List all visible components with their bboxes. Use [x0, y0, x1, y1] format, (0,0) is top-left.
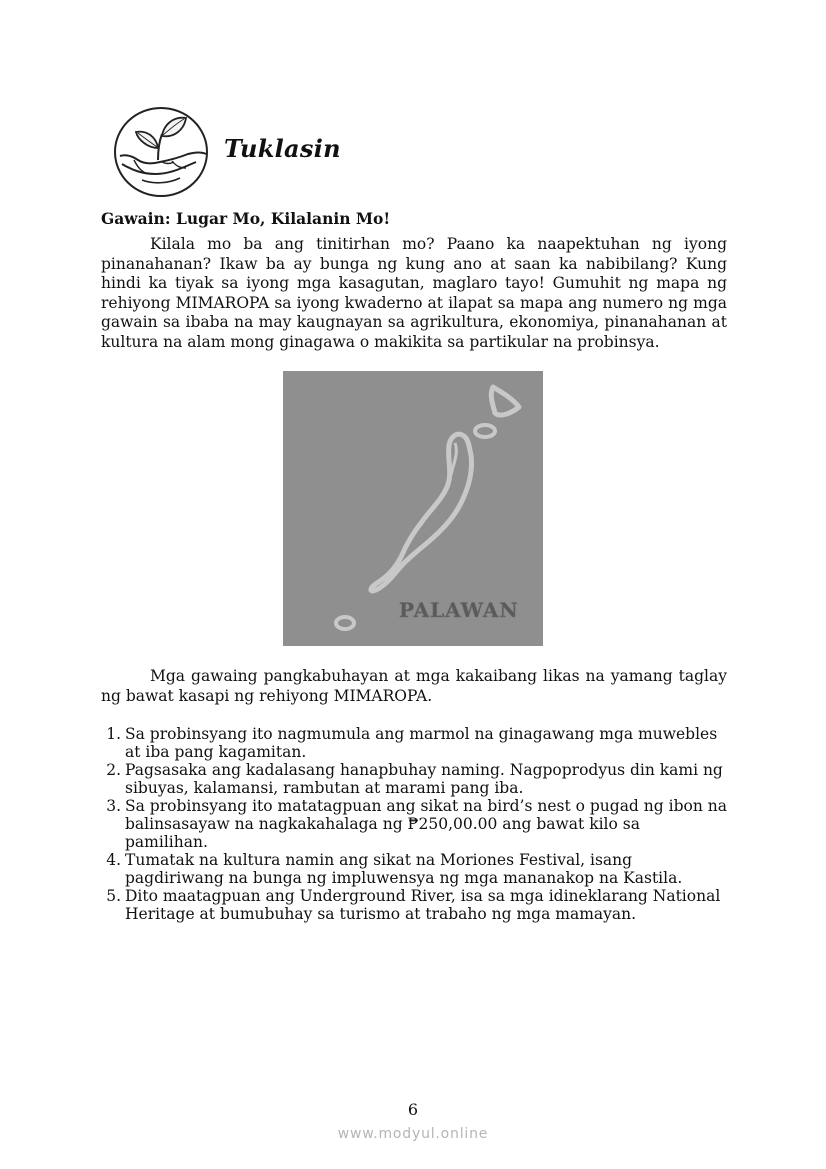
list-item-number: 1. — [106, 725, 121, 743]
list-item-number: 5. — [106, 887, 121, 905]
list-item — [101, 725, 727, 761]
section-title: Tuklasin — [224, 134, 341, 163]
list-item — [101, 887, 727, 923]
tasks-lead-paragraph: Mga gawaing pangkabuhayan at mga kakaibang likas na yamang taglay ng bawat kasapi ng rehiyong MIMAROPA. — [101, 667, 727, 705]
intro-paragraph: Kilala mo ba ang tinitirhan mo? Paano ka naapektuhan ng iyong pinanahanan? Ikaw ba ay bunga ng kung ano at saan ka nabibilang? Kung hindi ka tiyak sa iyong mga kasagutan, maglaro tayo! Gumuhit ng mapa ng rehiyong MIMAROPA sa iyong kwaderno at ilapat sa mapa ang numero ng mga gawain sa ibaba na may kaugnayan sa agrikultura, ekonomiya, pinanahanan at kultura na alam mong ginagawa o makikita sa partikular na probinsya. — [101, 235, 727, 351]
list-item-text: Pagsasaka ang kadalasang hanapbuhay naming. Nagpoprodyus din kami ng sibuyas, kalamansi, rambutan at marami pang iba. — [125, 761, 723, 797]
palawan-map — [283, 371, 543, 646]
list-item-number: 4. — [106, 851, 121, 869]
list-item — [101, 761, 727, 797]
list-item — [101, 797, 727, 851]
watermark: www.modyul.online — [337, 1126, 489, 1142]
list-item-text: Sa probinsyang ito matatagpuan ang sikat na bird’s nest o pugad ng ibon na balinsasayaw na nagkakahalaga ng ₱250,00.00 ang bawat kilo sa pamilihan. — [125, 797, 727, 851]
list-item-text: Dito maatagpuan ang Underground River, isa sa mga idineklarang National Heritage at bumubuhay sa turismo at trabaho ng mga mamayan. — [125, 887, 721, 923]
list-item-number: 2. — [106, 761, 121, 779]
list-item-text: Sa probinsyang ito nagmumula ang marmol na ginagawang mga muwebles at iba pang kagamitan. — [125, 725, 718, 761]
page-number: 6 — [407, 1100, 419, 1119]
activity-title: Gawain: Lugar Mo, Kilalanin Mo! — [101, 209, 391, 228]
hands-with-seedling-icon — [112, 106, 210, 198]
map-label: PALAWAN — [399, 598, 519, 622]
list-item-text: Tumatak na kultura namin ang sikat na Moriones Festival, isang pagdiriwang na bunga ng impluwensya ng mga mananakop na Kastila. — [125, 851, 683, 887]
list-item-number: 3. — [106, 797, 121, 815]
list-item — [101, 851, 727, 887]
tasks-list — [101, 725, 727, 923]
